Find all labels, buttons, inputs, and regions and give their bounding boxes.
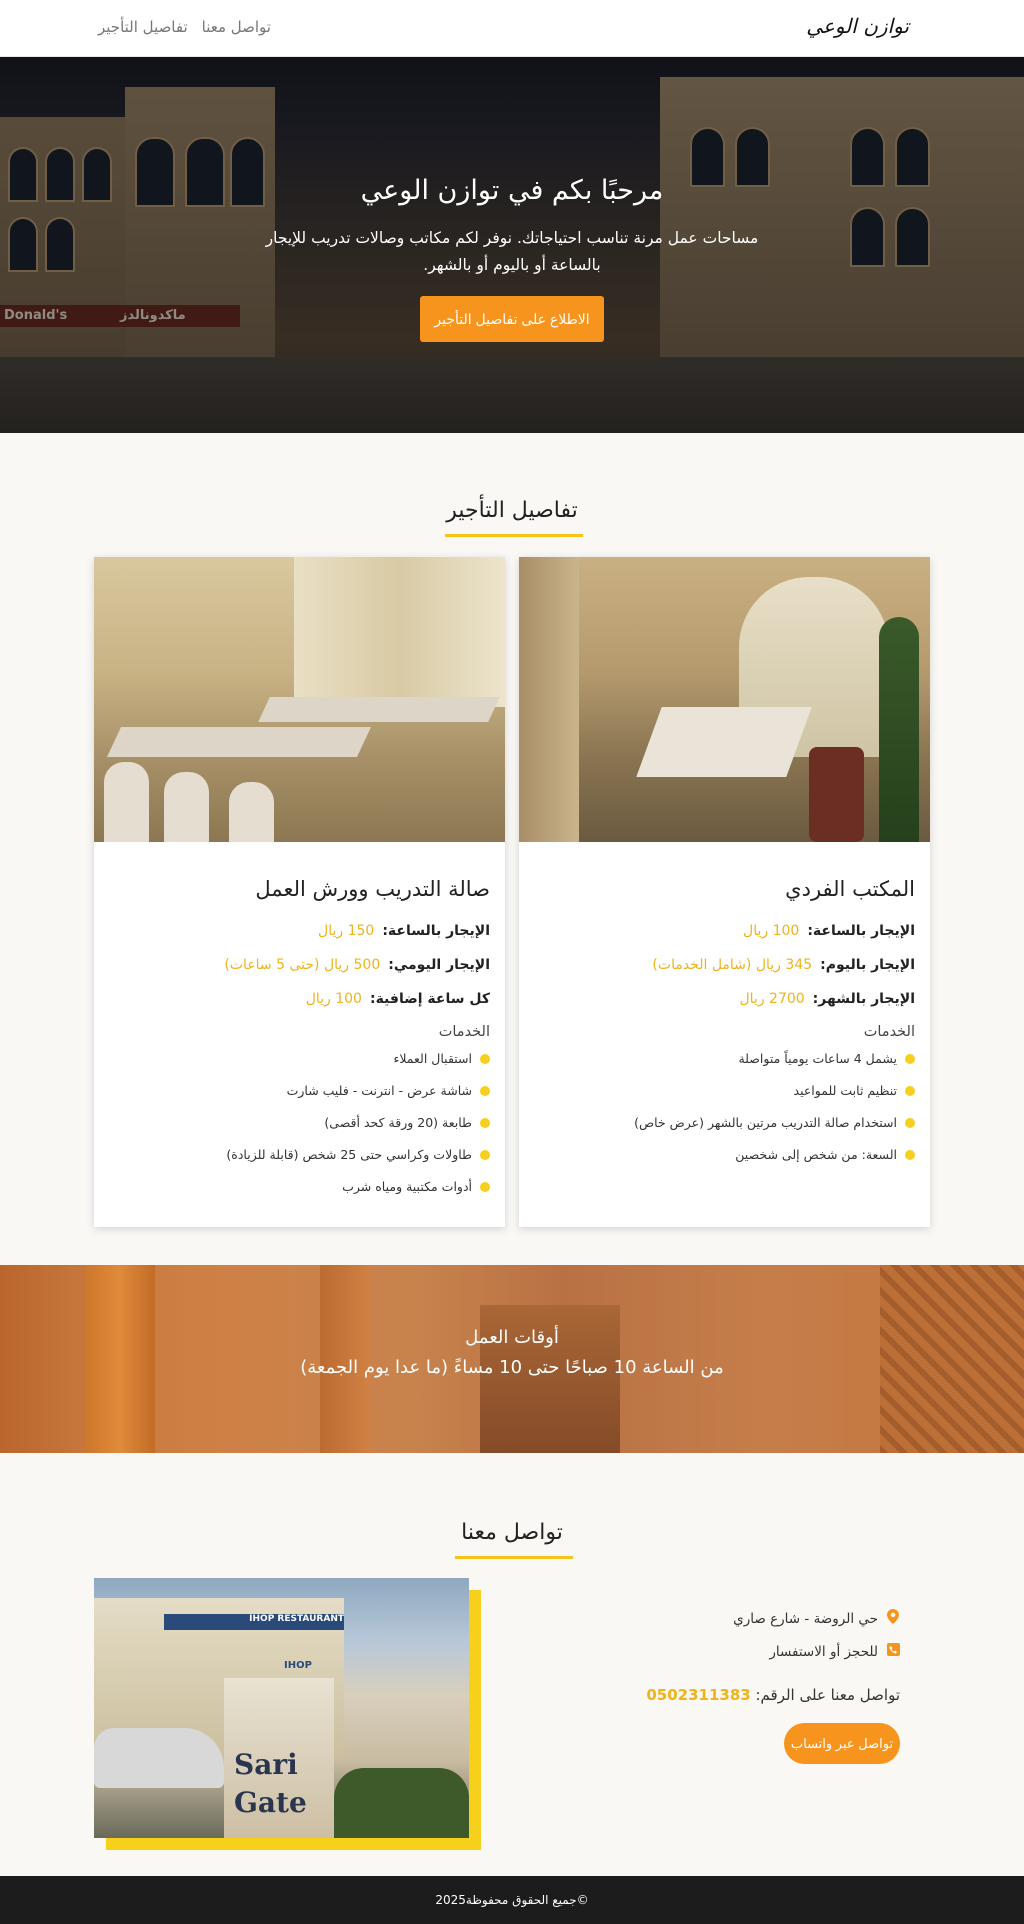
address-text: حي الروضة - شارع صاري: [733, 1610, 878, 1627]
view-rental-details-button[interactable]: الاطلاع على تفاصيل التأجير: [420, 296, 604, 342]
hero-subtitle: مساحات عمل مرنة تناسب احتياجاتك. نوفر لكم مكاتب وصالات تدريب للإيجار بالساعة أو باليوم أو بالشهر.: [265, 229, 759, 274]
training-hall-card-title: صالة التدريب وورش العمل: [255, 877, 490, 901]
training-hall-chair: [229, 782, 274, 842]
office-daily-value: 345 ريال (شامل الخدمات): [652, 957, 813, 973]
training-hall-table: [258, 697, 500, 722]
training-daily-value: 500 ريال (حتى 5 ساعات): [224, 957, 381, 973]
office-desk: [636, 707, 811, 777]
training-extra-hour-value: 100 ريال: [305, 991, 362, 1007]
training-service-item: [226, 1147, 490, 1162]
office-service-item: [794, 1083, 915, 1098]
office-service-text: السعة: من شخص إلى شخصين: [735, 1147, 897, 1162]
training-hall-card: [94, 557, 505, 1227]
training-services-title: الخدمات: [438, 1024, 490, 1040]
bullet-icon: [905, 1118, 915, 1128]
bullet-icon: [480, 1054, 490, 1064]
training-service-item: [342, 1179, 490, 1194]
bullet-icon: [905, 1086, 915, 1096]
office-daily-row: [652, 957, 915, 973]
main-nav: [98, 18, 271, 36]
rental-title-underline: [445, 534, 583, 537]
training-hourly-row: [318, 923, 490, 939]
training-hall-chair: [104, 762, 149, 842]
contact-title-underline: [455, 1556, 573, 1559]
bullet-icon: [905, 1150, 915, 1160]
office-chair: [809, 747, 864, 842]
office-service-text: يشمل 4 ساعات يومياً متواصلة: [738, 1051, 897, 1066]
bullet-icon: [480, 1150, 490, 1160]
training-service-text: طاولات وكراسي حتى 25 شخص (قابلة للزيادة): [226, 1147, 472, 1162]
training-extra-hour-row: [306, 991, 490, 1007]
nav-rental-details[interactable]: تفاصيل التأجير: [98, 18, 188, 36]
booking-text: للحجز أو الاستفسار: [769, 1643, 878, 1660]
office-card: [519, 557, 930, 1227]
training-service-item: [324, 1115, 490, 1130]
office-image: [519, 557, 930, 842]
office-services-title: الخدمات: [863, 1024, 915, 1040]
address-item: [733, 1609, 900, 1628]
training-hourly-value: 150 ريال: [318, 923, 375, 939]
office-service-item: [738, 1051, 915, 1066]
location-pin-icon: [886, 1609, 900, 1628]
hero-title: مرحبًا بكم في توازن الوعي: [360, 175, 664, 206]
phone-number[interactable]: 0502311383: [646, 1686, 751, 1704]
phone-prefix: تواصل معنا على الرقم:: [755, 1686, 900, 1704]
bullet-icon: [905, 1054, 915, 1064]
hero-sign-mcdonalds-ar: ماكدونالدز: [120, 308, 186, 323]
office-service-text: تنظيم ثابت للمواعيد: [793, 1083, 897, 1098]
office-daily-label: الإيجار باليوم:: [820, 957, 915, 973]
training-daily-row: [224, 957, 490, 973]
site-footer: [0, 1876, 1024, 1924]
site-logo[interactable]: توازن الوعي: [806, 14, 909, 38]
copyright-text: ©جميع الحقوق محفوظة2025: [435, 1893, 589, 1907]
phone-icon: [886, 1643, 900, 1660]
bullet-icon: [480, 1086, 490, 1096]
hero-sign-mcdonalds-en: Donald's: [4, 308, 68, 323]
training-service-item: [393, 1051, 490, 1066]
building-photo: [94, 1578, 469, 1838]
working-hours-text: من الساعة 10 صباحًا حتى 10 مساءً (ما عدا يوم الجمعة): [300, 1357, 724, 1378]
training-service-text: أدوات مكتبية ومياه شرب: [342, 1179, 472, 1194]
training-service-text: طابعة (20 ورقة كحد أقصى): [324, 1115, 472, 1130]
sari-gate-sign-2: Gate: [234, 1786, 307, 1819]
office-card-title: المكتب الفردي: [785, 877, 915, 901]
bullet-icon: [480, 1118, 490, 1128]
ihop-sign-small: IHOP: [284, 1660, 312, 1671]
training-hall-chair: [164, 772, 209, 842]
bullet-icon: [480, 1182, 490, 1192]
contact-section-title: تواصل معنا: [461, 1520, 563, 1545]
office-plant: [879, 617, 919, 842]
office-service-text: استخدام صالة التدريب مرتين بالشهر (عرض خاص): [634, 1115, 897, 1130]
working-hours-section: [0, 1265, 1024, 1453]
training-service-text: شاشة عرض - انترنت - فليب شارت: [286, 1083, 472, 1098]
office-hourly-row: [743, 923, 915, 939]
office-service-item: [735, 1147, 915, 1162]
nav-contact[interactable]: تواصل معنا: [201, 18, 271, 36]
working-hours-title: أوقات العمل: [465, 1327, 559, 1348]
bushes: [334, 1768, 469, 1838]
whatsapp-button[interactable]: تواصل عبر واتساب: [784, 1723, 900, 1764]
office-monthly-row: [739, 991, 915, 1007]
training-hall-image: [94, 557, 505, 842]
training-extra-hour-label: كل ساعة إضافية:: [369, 991, 490, 1007]
rental-section-title: تفاصيل التأجير: [446, 498, 578, 523]
hero-section: [0, 57, 1024, 433]
phone-line: [646, 1686, 900, 1704]
office-hourly-value: 100 ريال: [743, 923, 800, 939]
car: [94, 1728, 224, 1788]
ihop-sign: IHOP RESTAURANT: [164, 1614, 344, 1630]
office-monthly-value: 2700 ريال: [739, 991, 805, 1007]
office-monthly-label: الإيجار بالشهر:: [812, 991, 915, 1007]
training-service-item: [287, 1083, 490, 1098]
training-hourly-label: الإيجار بالساعة:: [382, 923, 490, 939]
training-hall-table: [107, 727, 371, 757]
training-daily-label: الإيجار اليومي:: [388, 957, 490, 973]
office-hourly-label: الإيجار بالساعة:: [807, 923, 915, 939]
office-wall: [519, 557, 579, 842]
training-hall-curtains: [294, 557, 505, 707]
booking-item: [769, 1643, 900, 1660]
training-service-text: استقبال العملاء: [393, 1051, 472, 1066]
office-service-item: [634, 1115, 915, 1130]
site-header: [0, 0, 1024, 57]
sari-gate-sign-1: Sari: [234, 1748, 298, 1781]
